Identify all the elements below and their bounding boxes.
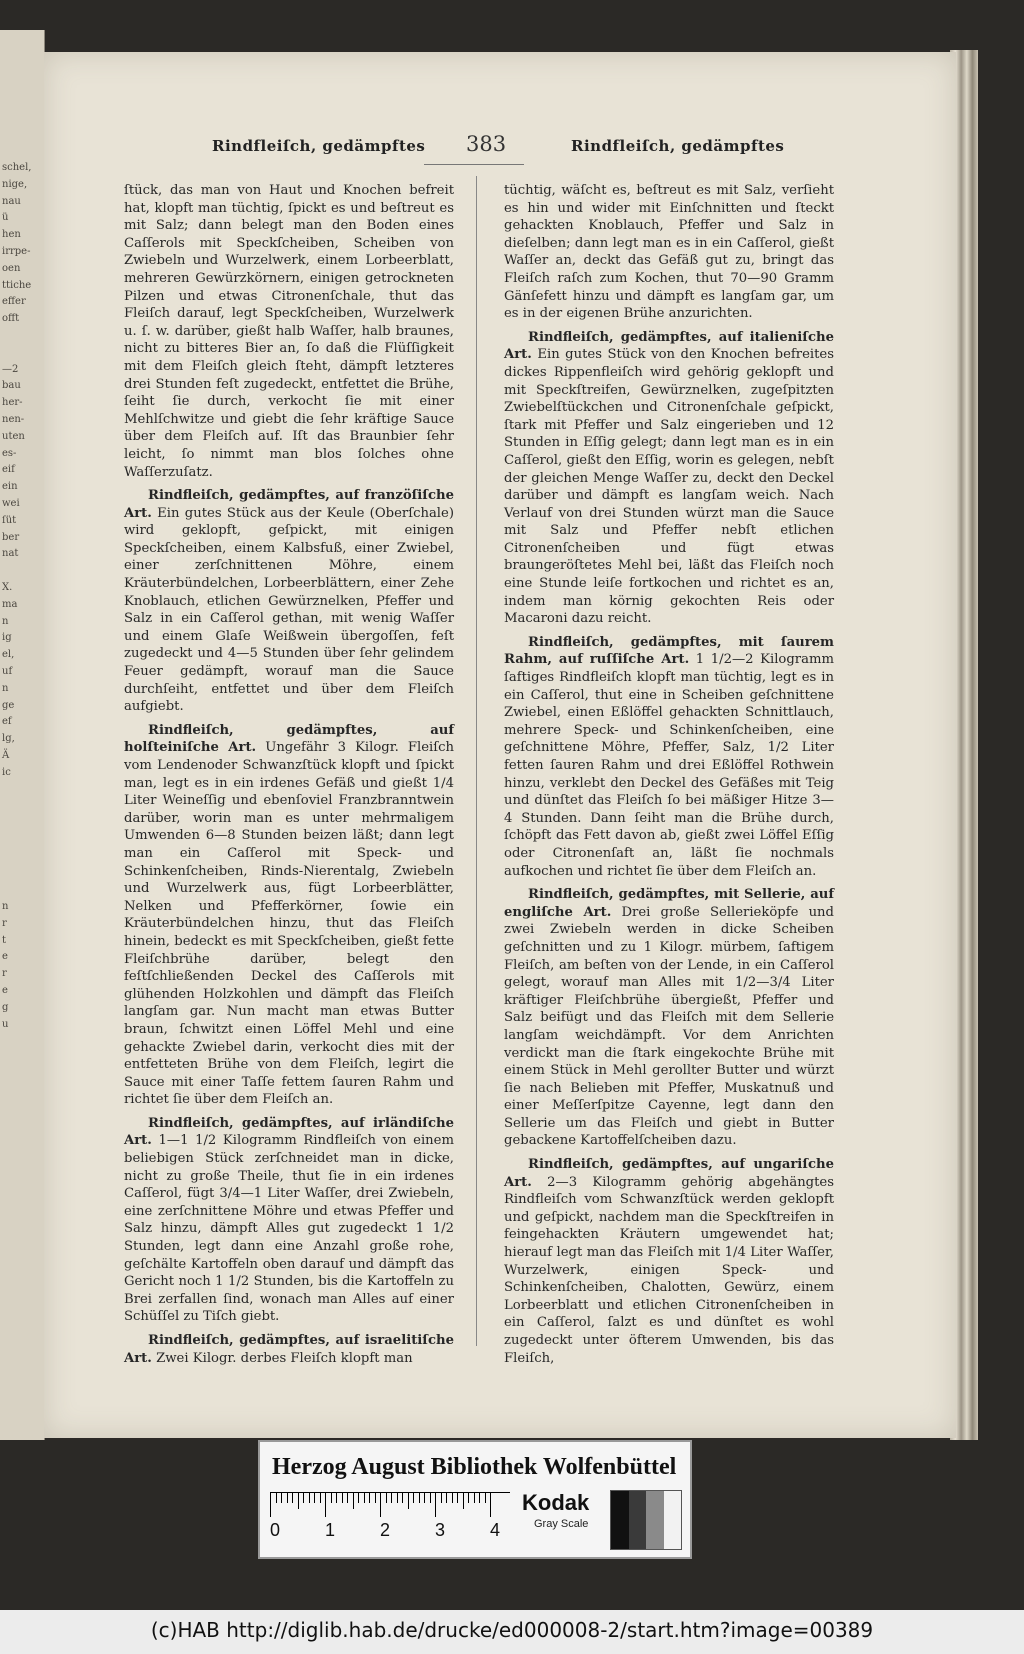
ruler-tick <box>430 1493 431 1503</box>
recipe-heading: Rindfleiſch, gedämpftes, auf italieniſche Art. <box>504 329 834 363</box>
recipe-heading: Rindfleiſch, gedämpftes, auf irländiſche Art. <box>124 1115 454 1149</box>
ruler-number: 2 <box>380 1520 391 1540</box>
ruler-tick <box>364 1493 365 1503</box>
ruler-tick <box>474 1493 475 1503</box>
ruler-tick <box>325 1493 326 1517</box>
recipe-paragraph <box>124 722 454 1109</box>
recipe-text: Drei große Sellerieköpfe und zwei Zwiebeln werden in dicke Scheiben geſchnitten und zu 1 Kilogr. mürbem, ſaftigem Fleiſch, am beſten von der Lende, in ein Caſſerol gelegt, worauf man Alles mit 1/2—3/4 Liter kräftiger Fleiſchbrühe übergießt, Pfeffer und Salz beifügt und das Fleiſch mit dem Sellerie langſam weichdämpft. Vor dem Anrichten verdickt man die ſtark eingekochte Brühe mit einem Stück in Mehl gerollter Butter und würzt ſie nach Belieben mit Pfeffer, Muskatnuß und einer Meſſerſpitze Cayenne, legt dann den Sellerie um das Fleiſch und giebt in Butter gebackene Kartoffelſcheiben dazu. <box>504 904 834 1149</box>
ruler-tick <box>358 1493 359 1503</box>
ruler-tick <box>413 1493 414 1503</box>
ruler-tick <box>298 1493 299 1509</box>
recipe-paragraph <box>504 329 834 628</box>
ruler-tick <box>419 1493 420 1503</box>
recipe-paragraph <box>124 1115 454 1326</box>
ruler-tick <box>397 1493 398 1503</box>
ruler-tick <box>287 1493 288 1503</box>
ruler-tick <box>375 1493 376 1503</box>
ruler-tick <box>435 1493 436 1517</box>
library-title: Herzog August Bibliothek Wolfenbüttel <box>272 1454 677 1480</box>
recipe-heading: Rindfleiſch, gedämpftes, auf ungariſche Art. <box>504 1157 834 1190</box>
ruler-tick <box>463 1493 464 1509</box>
ruler-tick <box>402 1493 403 1503</box>
ruler-tick <box>446 1493 447 1503</box>
recipe-heading: Rindfleiſch, gedämpftes, mit ſaurem Rahm, auf ruſſiſche Art. <box>504 634 834 668</box>
ruler-tick <box>309 1493 310 1503</box>
recipe-text: Zwei Kilogr. derbes Fleiſch klopft man <box>156 1350 413 1366</box>
ruler-tick <box>336 1493 337 1503</box>
recipe-paragraph <box>504 634 834 880</box>
recipe-paragraph <box>504 1156 834 1367</box>
page-number: 383 <box>466 132 507 156</box>
recipe-paragraph <box>504 886 834 1150</box>
recipe-heading: Rindfleiſch, gedämpftes, auf holſteiniſche Art. <box>124 722 454 756</box>
ruler-number: 4 <box>490 1520 501 1540</box>
recipe-heading: Rindfleiſch, gedämpftes, auf israelitiſche Art. <box>124 1333 454 1366</box>
recipe-text: 2—3 Kilogramm gehörig abgehängtes Rindfleiſch vom Schwanzſtück werden geklopft und geſpickt, nachdem man die Speckſtreifen in feingehackten Kräutern umgewendet hat; hierauf legt man das Fleiſch mit 1/4 Liter Waſſer, Wurzelwerk, einigen Speck- und Schinkenſcheiben, Chalotten, Gewürz, einem Lorbeerblatt und etlichen Citronenſcheiben in ein Caſſerol, ſalzt es und dünſtet es wohl zugedeckt unter öfterem Umwenden, bis das Fleiſch, <box>504 1174 834 1366</box>
left-column <box>124 182 454 1373</box>
ruler-number: 0 <box>270 1520 281 1540</box>
ruler-tick <box>314 1493 315 1503</box>
ruler-tick <box>485 1493 486 1503</box>
ruler-tick <box>353 1493 354 1509</box>
running-head-left: Rindfleiſch, gedämpftes <box>212 137 426 155</box>
ruler-tick <box>408 1493 409 1509</box>
gray-swatch <box>611 1491 629 1549</box>
ruler-tick <box>452 1493 453 1503</box>
ruler-tick <box>380 1493 381 1517</box>
column-divider <box>476 176 477 1346</box>
ruler-number: 1 <box>325 1520 336 1540</box>
recipe-paragraph <box>124 487 454 716</box>
color-target-card <box>258 1440 692 1559</box>
ruler-tick <box>303 1493 304 1503</box>
kodak-subtitle: Gray Scale <box>534 1518 589 1530</box>
ruler-tick <box>276 1493 277 1503</box>
ruler-tick <box>468 1493 469 1503</box>
footer-url: (c)HAB http://diglib.hab.de/drucke/ed000008-2/start.htm?image=00389 <box>150 1618 874 1642</box>
recipe-paragraph: ſtück, das man von Haut und Knochen befreit hat, klopft man tüchtig, ſpickt es und beſtreut es mit Salz; dann belegt man den Boden eines Caſſerols mit Speckſcheiben, Scheiben von Zwiebeln und Wurzelwerk, einem Lorbeerblatt, mehreren Gewürzkörnern, einigen getrockneten Pilzen und etwas Citronenſchale, thut das Fleiſch darauf, legt Speckſcheiben, Wurzelwerk u. ſ. w. darüber, gießt halb Waſſer, halb braunes, nicht zu bitteres Bier an, ſo daß die Flüſſigkeit mit dem Fleiſch gleich ſteht, dämpft letzteres drei Stunden feſt zugedeckt, entfettet die Brühe, ſeiht ſie durch, verkocht ſie mit einer Mehlſchwitze und giebt die ſehr kräftige Sauce über dem Fleiſch auf. Iſt das Braunbier ſehr leicht, ſo nimmt man blos ſolches ohne Waſſerzuſatz. <box>124 183 454 480</box>
ruler-tick <box>479 1493 480 1503</box>
gray-scale-swatches <box>610 1490 682 1550</box>
ruler-tick <box>270 1493 271 1517</box>
previous-page-text: schel, nige, nau ü hen irrpe- oen ttiche effer offt —2 bau her- nen- uten es- eif ein wei ſüt ber nat X. ma n ig el, uf n ge ef lg, Ä ic n r t e r e g u <box>2 162 32 1030</box>
gray-swatch <box>664 1491 682 1549</box>
previous-page-edge <box>0 30 45 1440</box>
ruler-tick <box>386 1493 387 1503</box>
recipe-text: Ein gutes Stück aus der Keule (Oberſchale) wird geklopft, geſpickt, mit einigen Speckſcheiben, einem Kalbsfuß, einer Zwiebel, einer zerſchnittenen Möhre, einem Kräuterbündelchen, Lorbeerblättern, einer Zehe Knoblauch, etlichen Gewürznelken, Pfeffer und Salz in ein Caſſerol gethan, mit wenig Waſſer und einem Glaſe Weißwein übergoſſen, feſt zugedeckt und 4—5 Stunden über ſehr gelindem Feuer gedämpft, worauf man die Sauce durchſeiht, entfettet und über dem Fleiſch aufgiebt. <box>124 505 454 715</box>
scale-ruler <box>270 1492 510 1519</box>
running-head-right: Rindfleiſch, gedämpftes <box>571 137 785 155</box>
ruler-tick <box>424 1493 425 1503</box>
recipe-text: 1 1/2—2 Kilogramm ſaftiges Rindfleiſch klopft man tüchtig, legt es in ein Caſſerol, thut eine in Scheiben geſchnittene Zwiebel, einen Eßlöffel gehackten Schnittlauch, mehrere Speck- und Schinkenſcheiben, eine geſchnittene Möhre, Pfeffer, Salz, 1/2 Liter fetten ſauren Rahm und drei Eßlöffel Rothwein hinzu, verklebt den Deckel des Gefäßes mit Teig und dünſtet das Fleiſch ſo bei mäßiger Hitze 3—4 Stunden. Dann ſeiht man die Brühe durch, ſchöpft das Fett davon ab, gießt zwei Löffel Eſſig oder Citronenſaft an, läßt ſie nochmals aufkochen und richtet ſie über dem Fleiſch an. <box>504 652 834 879</box>
recipe-text: Ein gutes Stück von den Knochen befreites dickes Rippenfleiſch wird gehörig geklopft und mit Speckſtreifen, Gewürznelken, zugeſpitzten Zwiebelſtückchen und Citronenſchale geſpickt, ſtark mit Pfeffer und Salz eingerieben und 12 Stunden in Eſſig gelegt; dann legt man es in ein Caſſerol, gießt den Eſſig, worin es gelegen, nebſt der gleichen Menge Waſſer zu, deckt den Deckel darüber und dämpft es langſam weich. Nach Verlauf von drei Stunden würzt man die Sauce mit Salz und Pfeffer nebſt etlichen Citronenſcheiben und fügt etwas braungeröſtetes Mehl bei, läßt das Fleiſch noch eine Stunde leiſe fortkochen und richtet es an, indem man körnig gekochten Reis oder Macaroni dazu reicht. <box>504 347 834 627</box>
ruler-number: 3 <box>435 1520 446 1540</box>
ruler-tick <box>457 1493 458 1503</box>
recipe-paragraph <box>124 1332 454 1367</box>
ruler-tick <box>331 1493 332 1503</box>
book-page <box>44 52 956 1438</box>
recipe-text: 1—1 1/2 Kilogramm Rindfleiſch von einem beliebigen Stück zerſchneidet man in dicke, nicht zu große Theile, thut ſie in ein irdenes Caſſerol, fügt 3/4—1 Liter Waſſer, drei Zwiebeln, eine zerſchnittene Möhre und etwas Pfeffer und Salz hinzu, dämpft Alles gut zugedeckt 1 1/2 Stunden, legt dann eine Anzahl große rohe, geſchälte Kartoffeln oben darauf und dämpft das Gericht noch 1 1/2 Stunden, bis die Kartoffeln zu Brei zerfallen ſind, wonach man Alles auf einer Schüſſel zu Tiſch giebt. <box>124 1133 454 1325</box>
recipe-paragraph: tüchtig, wäſcht es, beſtreut es mit Salz, verſieht es hin und wider mit Einſchnitten und ſteckt gehackten Knoblauch, Pfeffer und Salz in dieſelben; dann legt man es in ein Caſſerol, gießt Waſſer an, deckt das Gefäß gut zu, bringt das Fleiſch raſch zum Kochen, thut 70—90 Gramm Gänſefett hinzu und dämpft es langſam gar, um es in der eigenen Brühe anzurichten. <box>504 183 834 322</box>
recipe-heading: Rindfleiſch, gedämpftes, mit Sellerie, auf engliſche Art. <box>504 887 834 920</box>
ruler-tick <box>342 1493 343 1503</box>
ruler-tick <box>292 1493 293 1503</box>
ruler-tick <box>281 1493 282 1503</box>
ruler-tick <box>347 1493 348 1503</box>
ruler-tick <box>490 1493 491 1517</box>
ruler-tick <box>441 1493 442 1503</box>
ruler-tick <box>320 1493 321 1503</box>
ruler-tick <box>391 1493 392 1503</box>
kodak-logo: Kodak <box>522 1490 590 1515</box>
recipe-heading: Rindfleiſch, gedämpftes, auf franzöſiſche Art. <box>124 488 454 521</box>
ruler-tick <box>369 1493 370 1503</box>
gray-swatch <box>646 1491 664 1549</box>
page-number-rule <box>424 164 524 165</box>
recipe-text: Ungefähr 3 Kilogr. Fleiſch vom Lendenoder Schwanzſtück klopft und ſpickt man, legt es in ein irdenes Gefäß und gießt 1/4 Liter Weineſſig und ebenſoviel Franzbranntwein darüber, worin man es unter mehrmaligem Umwenden 6—8 Stunden beizen läßt; dann legt man ein Caſſerol mit Speck- und Schinkenſcheiben, Rinds-Nierentalg, Zwiebeln und Wurzelwerk aus, fügt Lorbeerblätter, Nelken und Pfefferkörner, ſowie ein Kräuterbündelchen hinzu, thut das Fleiſch hinein, bedeckt es mit Speckſcheiben, gießt fette Fleiſchbrühe darüber, belegt den feſtſchließenden Deckel des Caſſerols mit glühenden Holzkohlen und dämpft das Fleiſch langſam gar. Nun macht man etwas Butter braun, ſchwitzt einen Löffel Mehl und eine gehackte Zwiebel darin, verkocht dies mit der entfetteten Brühe von dem Fleiſch, legirt die Sauce mit einer Taſſe fettem ſauren Rahm und richtet ſie über dem Fleiſch an. <box>124 740 454 1108</box>
right-column <box>504 182 834 1373</box>
gray-swatch <box>629 1491 647 1549</box>
